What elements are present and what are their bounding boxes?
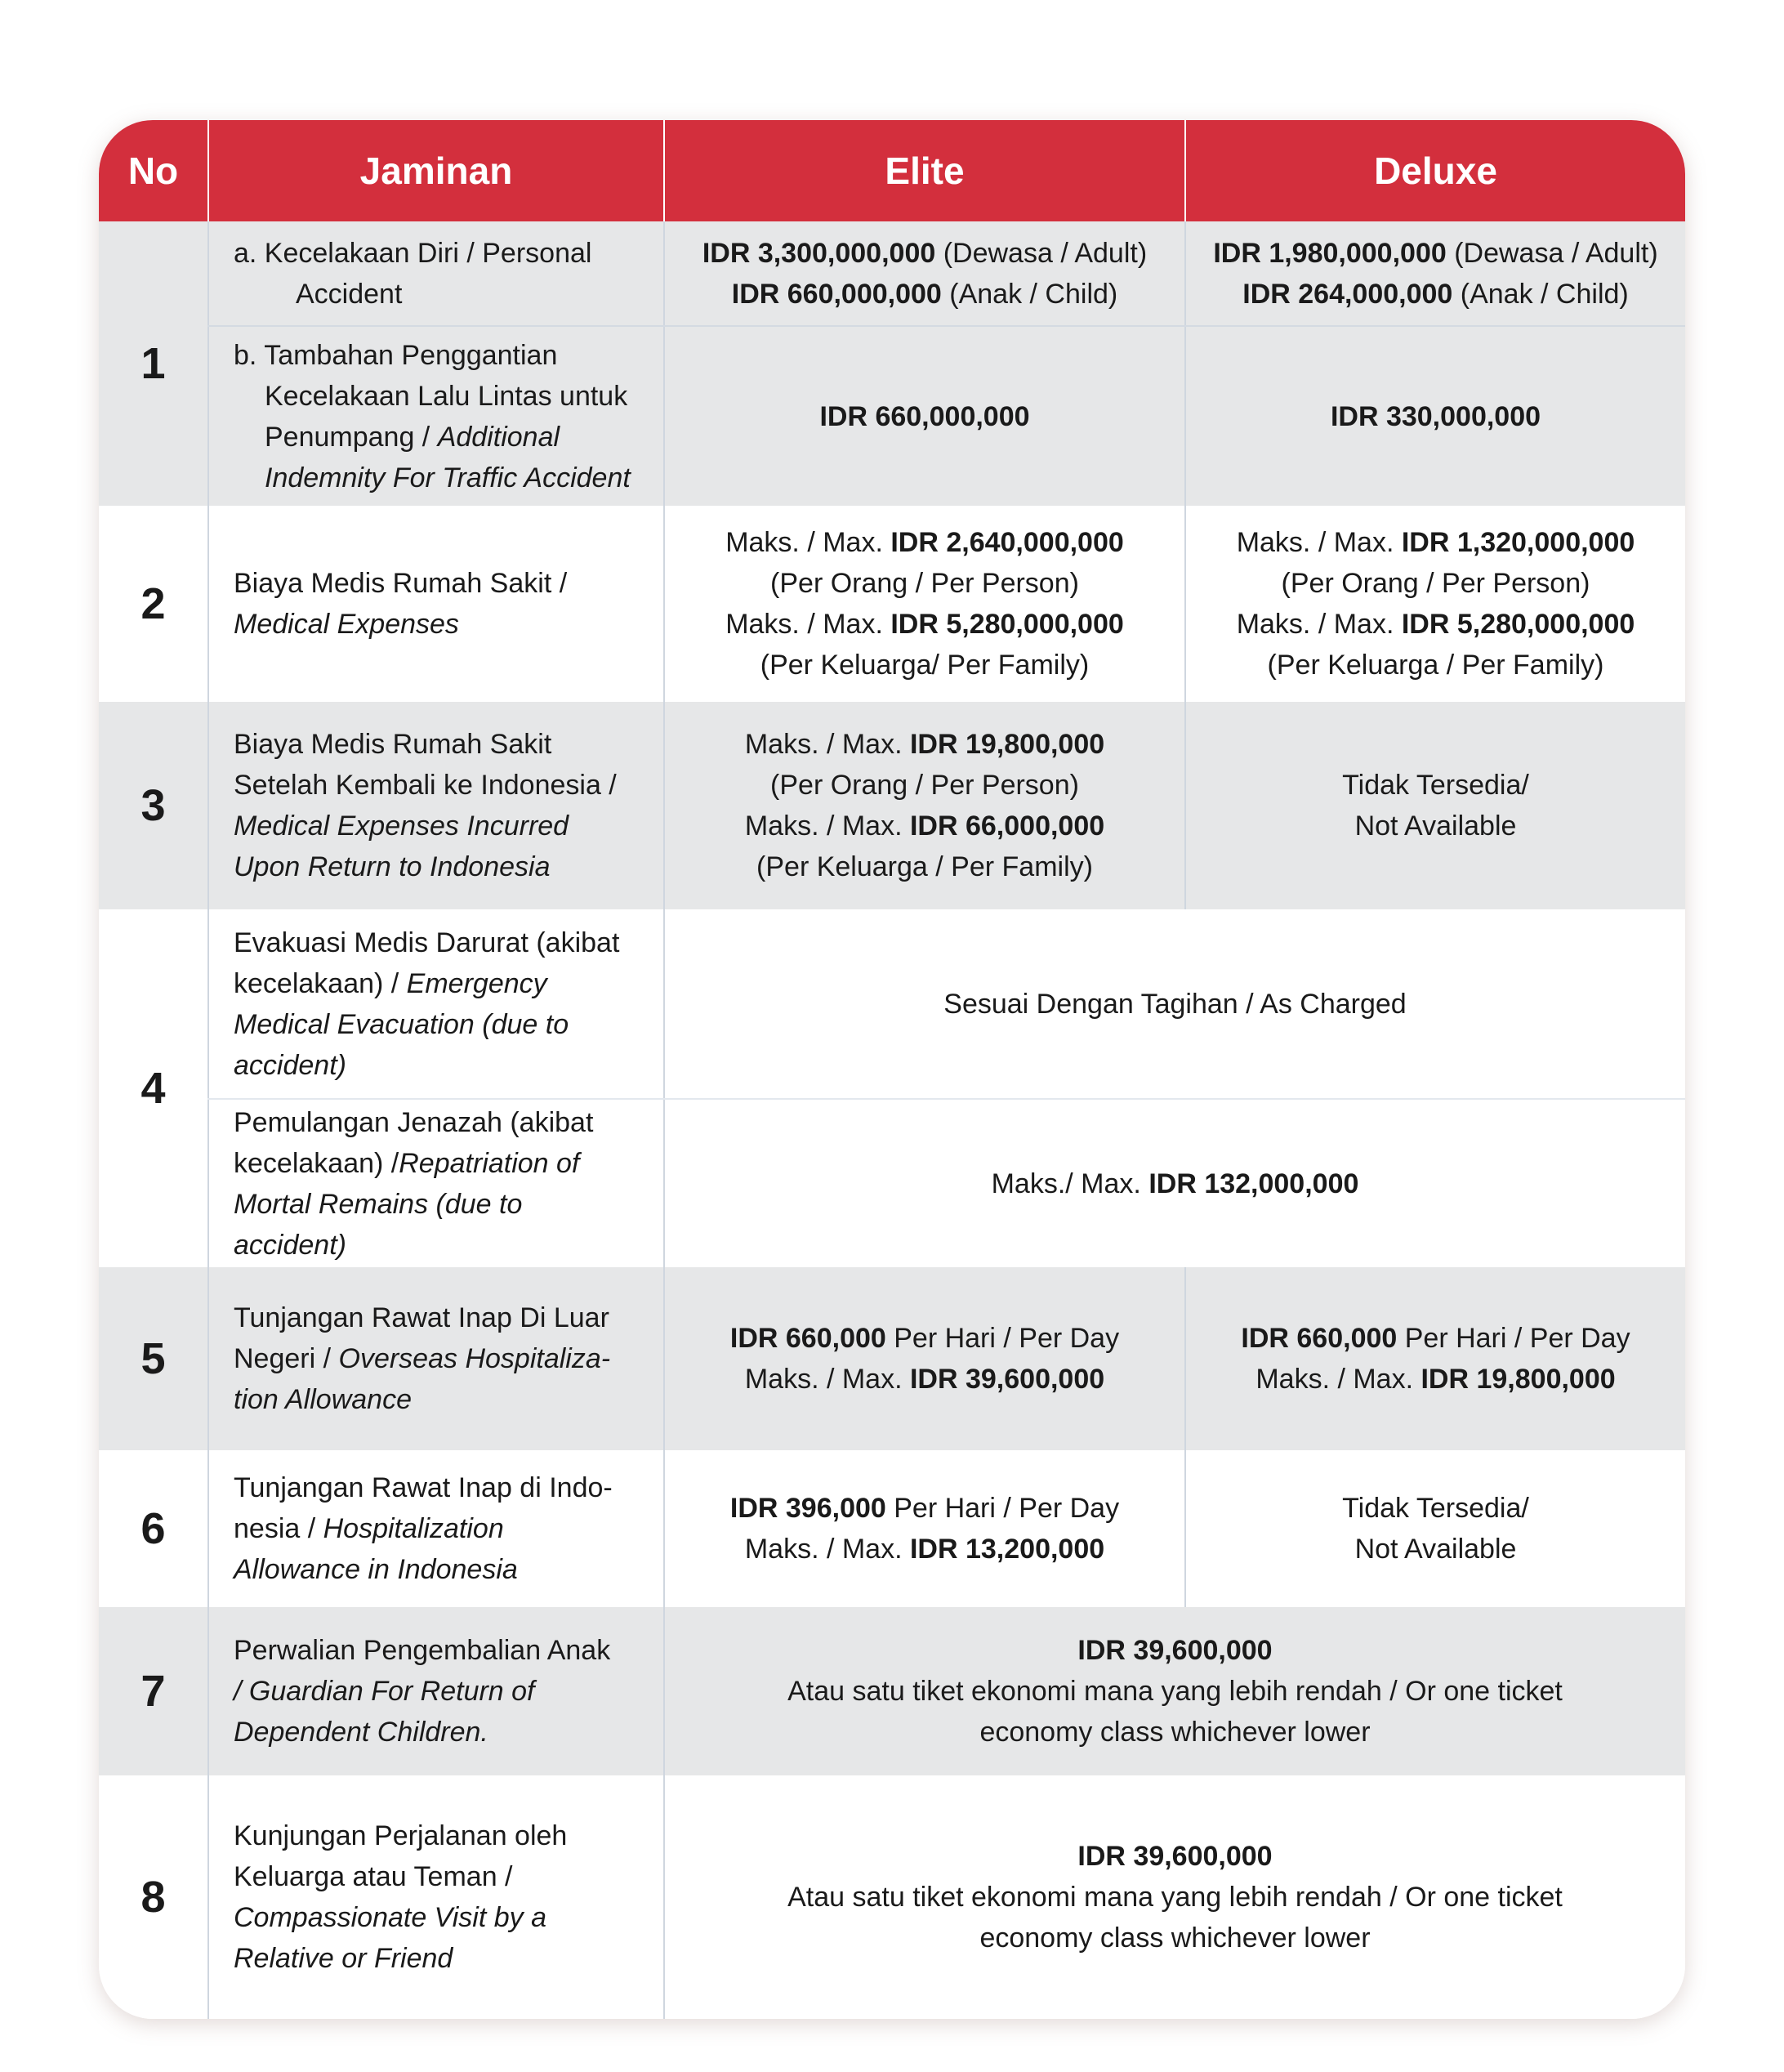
elite-value: IDR 3,300,000,000 (Dewasa / Adult) IDR 660,000,000 (Anak / Child) <box>664 221 1185 326</box>
row-number: 6 <box>99 1450 208 1607</box>
row-number: 7 <box>99 1607 208 1775</box>
elite-value: Maks. / Max. IDR 19,800,000 (Per Orang / Per Person) Maks. / Max. IDR 66,000,000 (Per Keluarga / Per Family) <box>664 702 1185 909</box>
deluxe-value: Tidak Tersedia/ Not Available <box>1185 702 1685 909</box>
deluxe-value: IDR 330,000,000 <box>1185 326 1685 506</box>
table-row <box>99 1450 1685 1607</box>
benefit-label: Perwalian Pengembalian Anak / Guardian For Return of Dependent Children. <box>208 1607 664 1775</box>
deluxe-value: IDR 660,000 Per Hari / Per Day Maks. / Max. IDR 19,800,000 <box>1185 1267 1685 1450</box>
table-row <box>99 1267 1685 1450</box>
deluxe-value: IDR 1,980,000,000 (Dewasa / Adult) IDR 264,000,000 (Anak / Child) <box>1185 221 1685 326</box>
row-number: 5 <box>99 1267 208 1450</box>
benefits-table-card <box>99 120 1685 2019</box>
table-row <box>99 506 1685 702</box>
table-row <box>99 1775 1685 2019</box>
table-header <box>99 120 1685 221</box>
benefit-label: Kunjungan Perjalanan oleh Keluarga atau Teman / Compassionate Visit by a Relative or Friend <box>208 1775 664 2019</box>
table-row <box>99 1099 1685 1267</box>
header-no: No <box>99 120 208 221</box>
benefit-label: a. Kecelakaan Diri / Personal Accident <box>208 221 664 326</box>
deluxe-value: Tidak Tersedia/ Not Available <box>1185 1450 1685 1607</box>
row-number: 4 <box>99 909 208 1267</box>
benefit-label: b. Tambahan Penggantian Kecelakaan Lalu Lintas untuk Penumpang / Additional Indemnity For Traffic Accident <box>208 326 664 506</box>
combined-value: Sesuai Dengan Tagihan / As Charged <box>664 909 1685 1099</box>
combined-value: IDR 39,600,000 Atau satu tiket ekonomi mana yang lebih rendah / Or one ticket economy class whichever lower <box>664 1607 1685 1775</box>
table-row <box>99 702 1685 909</box>
benefit-label: Biaya Medis Rumah Sakit Setelah Kembali ke Indonesia / Medical Expenses Incurred Upon Return to Indonesia <box>208 702 664 909</box>
elite-value: Maks. / Max. IDR 2,640,000,000 (Per Orang / Per Person) Maks. / Max. IDR 5,280,000,000 (Per Keluarga/ Per Family) <box>664 506 1185 702</box>
benefit-label: Tunjangan Rawat Inap di Indo- nesia / Hospitalization Allowance in Indonesia <box>208 1450 664 1607</box>
table-row <box>99 221 1685 326</box>
row-number: 1 <box>99 221 208 506</box>
benefit-label: Tunjangan Rawat Inap Di Luar Negeri / Overseas Hospitaliza- tion Allowance <box>208 1267 664 1450</box>
table-row <box>99 1607 1685 1775</box>
table-row <box>99 326 1685 506</box>
row-number: 2 <box>99 506 208 702</box>
elite-value: IDR 396,000 Per Hari / Per Day Maks. / Max. IDR 13,200,000 <box>664 1450 1185 1607</box>
row-number: 3 <box>99 702 208 909</box>
header-elite: Elite <box>664 120 1185 221</box>
row-number: 8 <box>99 1775 208 2019</box>
benefit-label: Pemulangan Jenazah (akibat kecelakaan) /Repatriation of Mortal Remains (due to accident) <box>208 1099 664 1267</box>
deluxe-value: Maks. / Max. IDR 1,320,000,000 (Per Orang / Per Person) Maks. / Max. IDR 5,280,000,000 (Per Keluarga / Per Family) <box>1185 506 1685 702</box>
header-jaminan: Jaminan <box>208 120 664 221</box>
combined-value: Maks./ Max. IDR 132,000,000 <box>664 1099 1685 1267</box>
combined-value: IDR 39,600,000 Atau satu tiket ekonomi mana yang lebih rendah / Or one ticket economy class whichever lower <box>664 1775 1685 2019</box>
benefits-table <box>99 120 1685 2019</box>
elite-value: IDR 660,000,000 <box>664 326 1185 506</box>
benefit-label: Biaya Medis Rumah Sakit / Medical Expenses <box>208 506 664 702</box>
header-deluxe: Deluxe <box>1185 120 1685 221</box>
table-row <box>99 909 1685 1099</box>
elite-value: IDR 660,000 Per Hari / Per Day Maks. / Max. IDR 39,600,000 <box>664 1267 1185 1450</box>
benefit-label: Evakuasi Medis Darurat (akibat kecelakaan) / Emergency Medical Evacuation (due to accident) <box>208 909 664 1099</box>
